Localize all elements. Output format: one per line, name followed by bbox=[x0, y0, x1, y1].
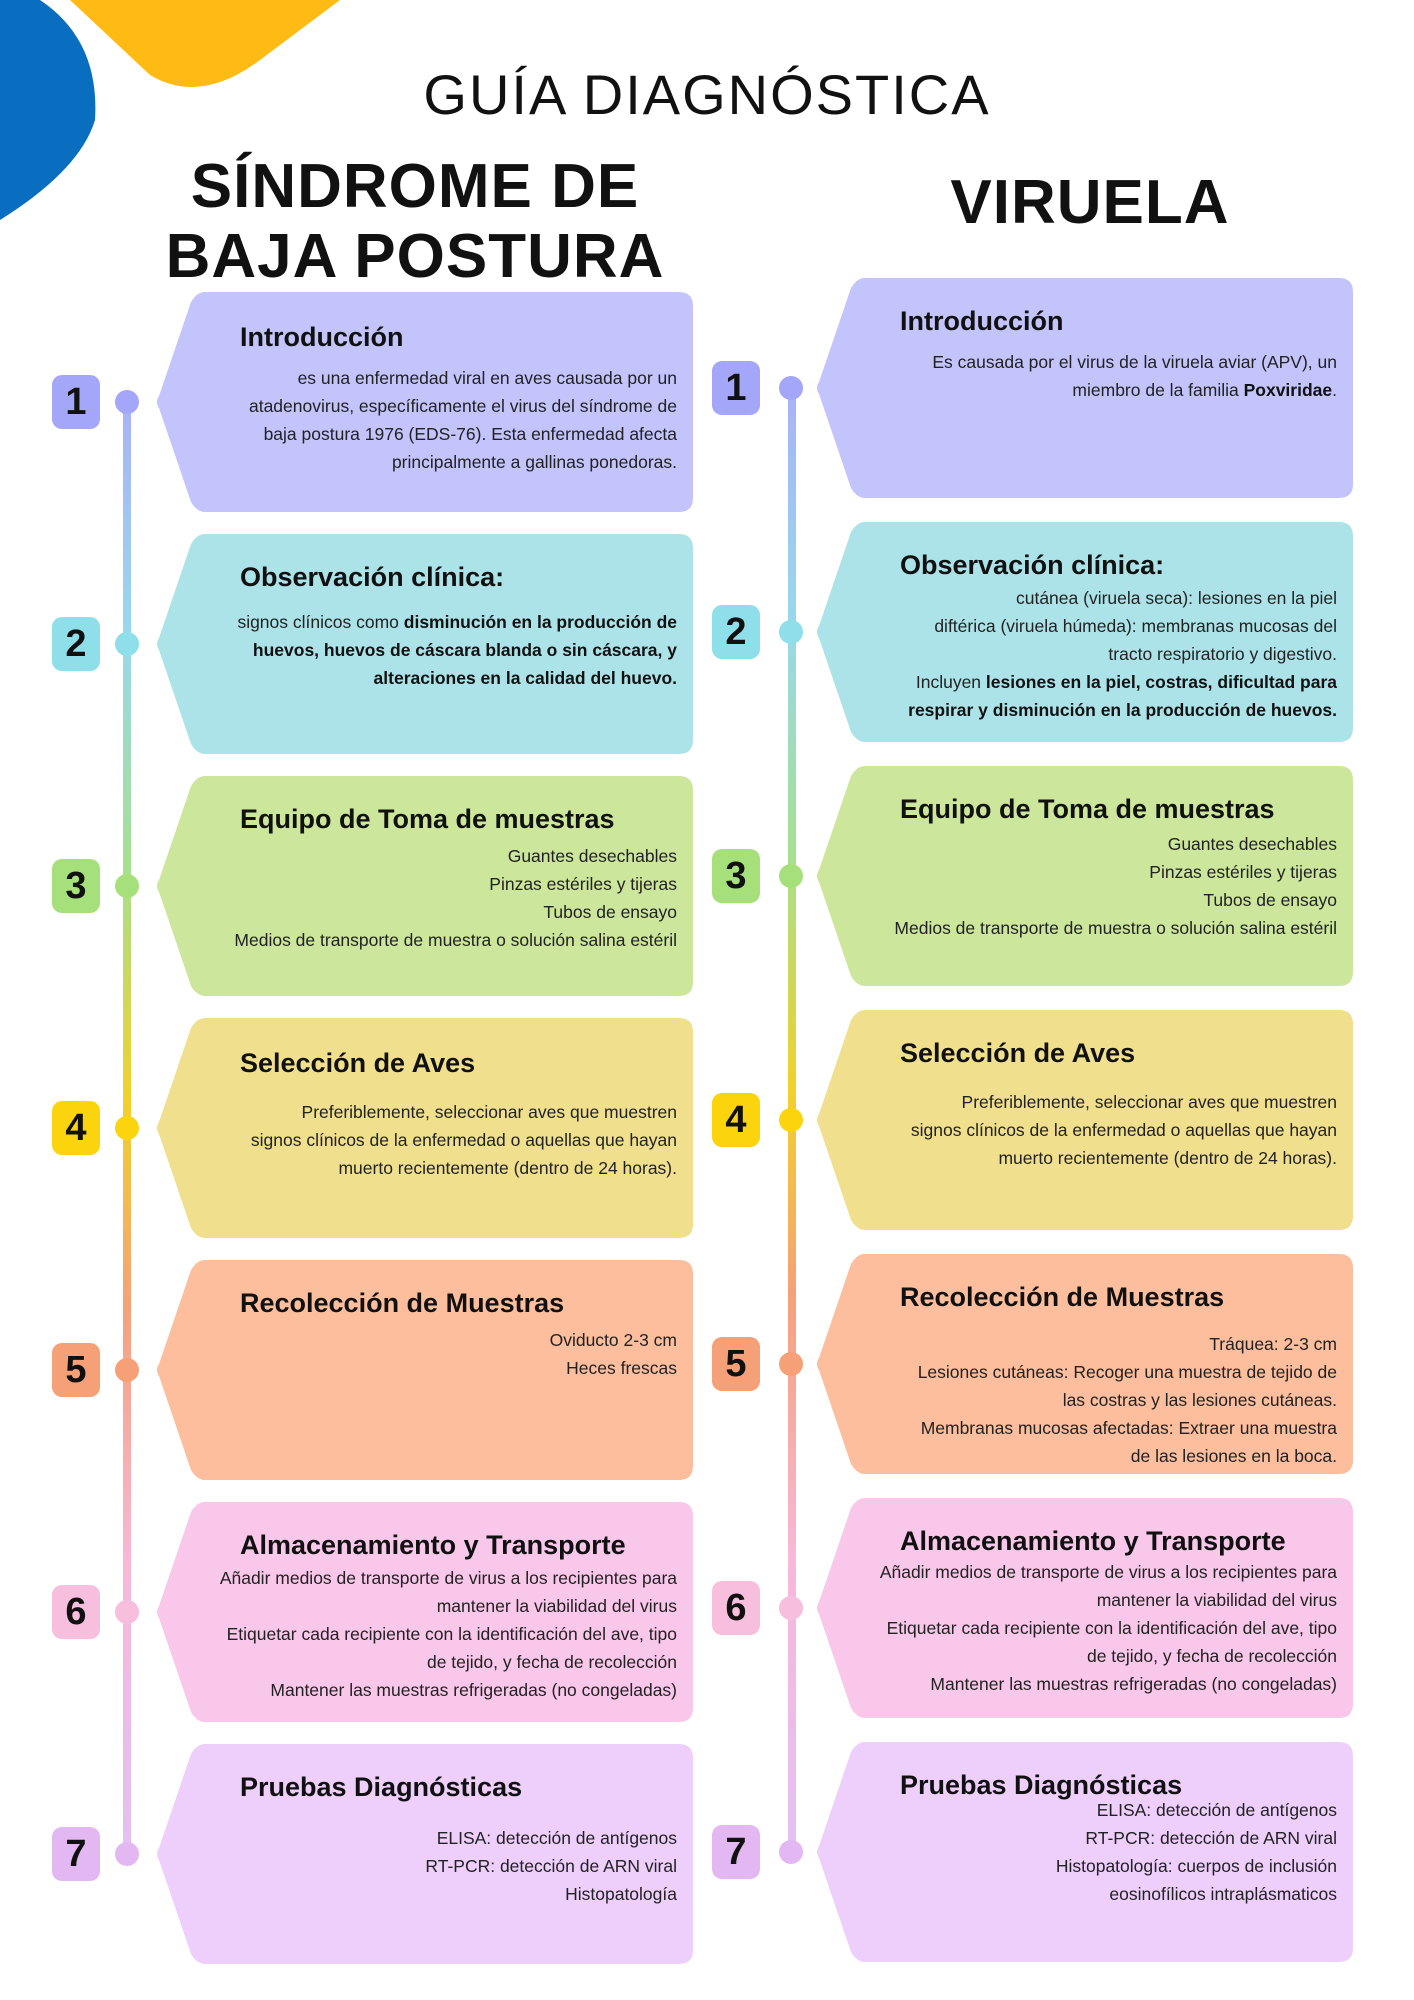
right-step-5-line bbox=[918, 1414, 1337, 1442]
right-step-3-line bbox=[894, 858, 1337, 886]
left-step-4-line bbox=[251, 1126, 677, 1154]
left-step-2-number-badge: 2 bbox=[52, 617, 100, 671]
right-step-5-title: Recolección de Muestras bbox=[900, 1282, 1225, 1312]
right-step-6-card bbox=[815, 1498, 1353, 1718]
text-segment: Incluyen bbox=[915, 672, 986, 692]
right-step-7-line bbox=[1056, 1880, 1337, 1908]
left-step-2-line bbox=[237, 664, 677, 692]
left-step-2-body bbox=[237, 608, 677, 692]
right-step-7-title: Pruebas Diagnósticas bbox=[900, 1770, 1183, 1800]
text-segment: las costras y las lesiones cutáneas. bbox=[1062, 1390, 1337, 1410]
text-segment: Guantes desechables bbox=[507, 846, 677, 866]
right-step-7-body bbox=[1056, 1796, 1337, 1908]
left-column-title bbox=[120, 152, 710, 292]
left-step-3-line bbox=[234, 898, 677, 926]
right-step-2-line bbox=[908, 696, 1337, 724]
left-step-2-title: Observación clínica: bbox=[240, 562, 505, 592]
text-segment: Tráquea: 2-3 cm bbox=[1209, 1334, 1337, 1354]
left-step-5-line bbox=[550, 1354, 677, 1382]
left-step-3-line bbox=[234, 842, 677, 870]
right-step-2-line bbox=[908, 640, 1337, 668]
right-step-3-title: Equipo de Toma de muestras bbox=[900, 794, 1275, 824]
left-step-6-title: Almacenamiento y Transporte bbox=[240, 1530, 626, 1560]
right-step-1-card bbox=[815, 278, 1353, 498]
bold-text: disminución en la producción de bbox=[403, 612, 677, 632]
text-segment: RT-PCR: detección de ARN viral bbox=[1085, 1828, 1337, 1848]
right-step-7-line bbox=[1056, 1796, 1337, 1824]
right-step-1-title: Introducción bbox=[900, 306, 1064, 336]
left-step-6-timeline-dot bbox=[115, 1600, 139, 1624]
left-step-7-title: Pruebas Diagnósticas bbox=[240, 1772, 523, 1802]
right-title-line-1: VIRUELA bbox=[950, 168, 1230, 237]
left-step-2-timeline-dot bbox=[115, 632, 139, 656]
text-segment: muerto recientemente (dentro de 24 horas). bbox=[338, 1158, 677, 1178]
left-step-3-timeline-dot bbox=[115, 874, 139, 898]
text-segment: de tejido, y fecha de recolección bbox=[1086, 1646, 1337, 1666]
right-step-4-timeline-dot bbox=[779, 1108, 803, 1132]
text-segment: Mantener las muestras refrigeradas (no congeladas) bbox=[930, 1674, 1337, 1694]
text-segment: Etiquetar cada recipiente con la identificación del ave, tipo bbox=[886, 1618, 1337, 1638]
left-step-6-line bbox=[220, 1564, 677, 1592]
left-step-5-title: Recolección de Muestras bbox=[240, 1288, 565, 1318]
right-step-2-number-badge: 2 bbox=[712, 605, 760, 659]
right-step-1-line bbox=[932, 376, 1337, 404]
left-step-6-card bbox=[155, 1502, 693, 1722]
text-segment: Mantener las muestras refrigeradas (no congeladas) bbox=[270, 1680, 677, 1700]
text-segment: Pinzas estériles y tijeras bbox=[489, 874, 677, 894]
text-segment: de tejido, y fecha de recolección bbox=[426, 1652, 677, 1672]
text-segment: ELISA: detección de antígenos bbox=[1096, 1800, 1337, 1820]
left-step-2-line bbox=[237, 608, 677, 636]
text-segment: ELISA: detección de antígenos bbox=[436, 1828, 677, 1848]
text-segment: Etiquetar cada recipiente con la identificación del ave, tipo bbox=[226, 1624, 677, 1644]
right-step-6-line bbox=[880, 1586, 1337, 1614]
right-step-4-line bbox=[911, 1144, 1337, 1172]
left-step-3-card bbox=[155, 776, 693, 996]
text-segment: RT-PCR: detección de ARN viral bbox=[425, 1856, 677, 1876]
left-step-6-number-badge: 6 bbox=[52, 1585, 100, 1639]
text-segment: atadenovirus, específicamente el virus del síndrome de bbox=[248, 396, 677, 416]
right-step-1-number-badge: 1 bbox=[712, 361, 760, 415]
right-step-4-number-badge: 4 bbox=[712, 1093, 760, 1147]
text-segment: eosinofílicos intraplásmaticos bbox=[1109, 1884, 1337, 1904]
left-step-5-timeline-dot bbox=[115, 1358, 139, 1382]
text-segment: Guantes desechables bbox=[1167, 834, 1337, 854]
left-step-1-line bbox=[249, 448, 677, 476]
left-step-6-line bbox=[220, 1592, 677, 1620]
left-step-7-line bbox=[425, 1852, 677, 1880]
page-title: GUÍA DIAGNÓSTICA bbox=[423, 63, 991, 126]
text-segment: Añadir medios de transporte de virus a los recipientes para bbox=[879, 1562, 1337, 1582]
bold-text: Poxviridae bbox=[1243, 380, 1333, 400]
right-step-2-line bbox=[908, 584, 1337, 612]
text-segment: signos clínicos como bbox=[237, 612, 404, 632]
right-step-4-body bbox=[911, 1088, 1337, 1172]
right-step-6-line bbox=[880, 1558, 1337, 1586]
text-segment: signos clínicos de la enfermedad o aquellas que hayan bbox=[250, 1130, 677, 1150]
right-column-title bbox=[800, 168, 1380, 238]
right-step-7-number-badge: 7 bbox=[712, 1825, 760, 1879]
left-step-6-line bbox=[220, 1648, 677, 1676]
right-step-7-line bbox=[1056, 1852, 1337, 1880]
right-step-5-card bbox=[815, 1254, 1353, 1474]
text-segment: Lesiones cutáneas: Recoger una muestra de tejido de bbox=[917, 1362, 1337, 1382]
text-segment: muerto recientemente (dentro de 24 horas). bbox=[998, 1148, 1337, 1168]
text-segment: Es causada por el virus de la viruela aviar (APV), un bbox=[932, 352, 1337, 372]
right-step-5-line bbox=[918, 1386, 1337, 1414]
left-step-6-line bbox=[220, 1676, 677, 1704]
right-step-6-body bbox=[880, 1558, 1337, 1698]
left-step-3-line bbox=[234, 926, 677, 954]
bold-text: respirar y disminución en la producción de huevos. bbox=[908, 700, 1337, 720]
left-step-2-line bbox=[237, 636, 677, 664]
left-title-line-2: BAJA POSTURA bbox=[165, 222, 665, 291]
right-step-5-line bbox=[918, 1330, 1337, 1358]
left-step-1-body bbox=[249, 364, 677, 476]
left-step-4-line bbox=[251, 1154, 677, 1182]
text-segment: Membranas mucosas afectadas: Extraer una muestra bbox=[920, 1418, 1337, 1438]
text-segment: mantener la viabilidad del virus bbox=[1096, 1590, 1337, 1610]
text-segment: de las lesiones en la boca. bbox=[1130, 1446, 1337, 1466]
right-step-3-number-badge: 3 bbox=[712, 849, 760, 903]
left-title-line-1: SÍNDROME DE bbox=[190, 152, 640, 221]
text-segment: Tubos de ensayo bbox=[1203, 890, 1337, 910]
right-step-5-line bbox=[918, 1358, 1337, 1386]
right-step-6-timeline-dot bbox=[779, 1596, 803, 1620]
left-step-3-number-badge: 3 bbox=[52, 859, 100, 913]
left-step-7-line bbox=[425, 1824, 677, 1852]
right-step-4-card bbox=[815, 1010, 1353, 1230]
text-segment: Pinzas estériles y tijeras bbox=[1149, 862, 1337, 882]
left-step-3-body bbox=[234, 842, 677, 954]
text-segment: Histopatología: cuerpos de inclusión bbox=[1055, 1856, 1337, 1876]
right-step-6-line bbox=[880, 1614, 1337, 1642]
right-step-3-body bbox=[894, 830, 1337, 942]
right-step-3-card bbox=[815, 766, 1353, 986]
text-segment: mantener la viabilidad del virus bbox=[436, 1596, 677, 1616]
left-step-5-body bbox=[550, 1326, 677, 1382]
left-step-4-title: Selección de Aves bbox=[240, 1048, 476, 1078]
right-step-6-line bbox=[880, 1642, 1337, 1670]
text-segment: Oviducto 2-3 cm bbox=[549, 1330, 677, 1350]
right-step-2-body bbox=[908, 584, 1337, 724]
left-step-1-line bbox=[249, 392, 677, 420]
right-step-7-timeline-dot bbox=[779, 1840, 803, 1864]
left-step-1-title: Introducción bbox=[240, 322, 404, 352]
bold-text: alteraciones en la calidad del huevo. bbox=[373, 668, 677, 688]
left-step-4-card bbox=[155, 1018, 693, 1238]
right-step-6-number-badge: 6 bbox=[712, 1581, 760, 1635]
left-step-1-timeline-dot bbox=[115, 390, 139, 414]
left-step-4-body bbox=[251, 1098, 677, 1182]
right-step-7-card bbox=[815, 1742, 1353, 1962]
left-step-5-card bbox=[155, 1260, 693, 1480]
text-segment: tracto respiratorio y digestivo. bbox=[1108, 644, 1337, 664]
text-segment: diftérica (viruela húmeda): membranas mucosas del bbox=[934, 616, 1337, 636]
left-step-7-body bbox=[425, 1824, 677, 1908]
right-step-2-line bbox=[908, 668, 1337, 696]
left-step-4-line bbox=[251, 1098, 677, 1126]
text-segment: es una enfermedad viral en aves causada por un bbox=[297, 368, 677, 388]
right-step-4-title: Selección de Aves bbox=[900, 1038, 1136, 1068]
text-segment: cutánea (viruela seca): lesiones en la piel bbox=[1015, 588, 1337, 608]
left-step-7-line bbox=[425, 1880, 677, 1908]
right-step-2-title: Observación clínica: bbox=[900, 550, 1165, 580]
right-step-3-timeline-dot bbox=[779, 864, 803, 888]
right-step-2-timeline-dot bbox=[779, 620, 803, 644]
left-step-1-number-badge: 1 bbox=[52, 375, 100, 429]
left-step-3-title: Equipo de Toma de muestras bbox=[240, 804, 615, 834]
left-step-1-line bbox=[249, 420, 677, 448]
text-segment: Histopatología bbox=[565, 1884, 677, 1904]
text-segment: Preferiblemente, seleccionar aves que muestren bbox=[961, 1092, 1337, 1112]
text-segment: Preferiblemente, seleccionar aves que muestren bbox=[301, 1102, 677, 1122]
right-step-2-line bbox=[908, 612, 1337, 640]
left-step-4-number-badge: 4 bbox=[52, 1101, 100, 1155]
right-step-4-line bbox=[911, 1088, 1337, 1116]
right-step-6-line bbox=[880, 1670, 1337, 1698]
left-step-6-body bbox=[220, 1564, 677, 1704]
left-step-7-card bbox=[155, 1744, 693, 1964]
right-step-5-number-badge: 5 bbox=[712, 1337, 760, 1391]
right-step-1-body bbox=[932, 348, 1337, 404]
text-segment: Medios de transporte de muestra o solución salina estéril bbox=[894, 918, 1337, 938]
bold-text: huevos, huevos de cáscara blanda o sin cáscara, y bbox=[252, 640, 677, 660]
left-step-1-line bbox=[249, 364, 677, 392]
text-segment: Tubos de ensayo bbox=[543, 902, 677, 922]
right-step-5-line bbox=[918, 1442, 1337, 1470]
right-step-3-line bbox=[894, 830, 1337, 858]
right-step-3-line bbox=[894, 914, 1337, 942]
left-step-5-line bbox=[550, 1326, 677, 1354]
right-step-1-line bbox=[932, 348, 1337, 376]
left-step-7-number-badge: 7 bbox=[52, 1827, 100, 1881]
left-step-5-number-badge: 5 bbox=[52, 1343, 100, 1397]
left-step-3-line bbox=[234, 870, 677, 898]
text-segment: Medios de transporte de muestra o solución salina estéril bbox=[234, 930, 677, 950]
text-segment: Añadir medios de transporte de virus a los recipientes para bbox=[219, 1568, 677, 1588]
text-segment: principalmente a gallinas ponedoras. bbox=[391, 452, 677, 472]
right-step-5-body bbox=[918, 1330, 1337, 1470]
text-segment: miembro de la familia bbox=[1072, 380, 1244, 400]
left-step-7-timeline-dot bbox=[115, 1842, 139, 1866]
right-step-6-title: Almacenamiento y Transporte bbox=[900, 1526, 1286, 1556]
left-step-1-card bbox=[155, 292, 693, 512]
right-step-2-card bbox=[815, 522, 1353, 742]
text-segment: Heces frescas bbox=[566, 1358, 677, 1378]
text-segment: signos clínicos de la enfermedad o aquellas que hayan bbox=[910, 1120, 1337, 1140]
right-step-4-line bbox=[911, 1116, 1337, 1144]
bold-text: lesiones en la piel, costras, dificultad para bbox=[985, 672, 1337, 692]
text-segment: baja postura 1976 (EDS-76). Esta enfermedad afecta bbox=[263, 424, 677, 444]
right-step-3-line bbox=[894, 886, 1337, 914]
text-segment: . bbox=[1332, 380, 1337, 400]
right-step-5-timeline-dot bbox=[779, 1352, 803, 1376]
right-step-7-line bbox=[1056, 1824, 1337, 1852]
right-step-1-timeline-dot bbox=[779, 376, 803, 400]
left-step-2-card bbox=[155, 534, 693, 754]
left-step-6-line bbox=[220, 1620, 677, 1648]
left-step-4-timeline-dot bbox=[115, 1116, 139, 1140]
